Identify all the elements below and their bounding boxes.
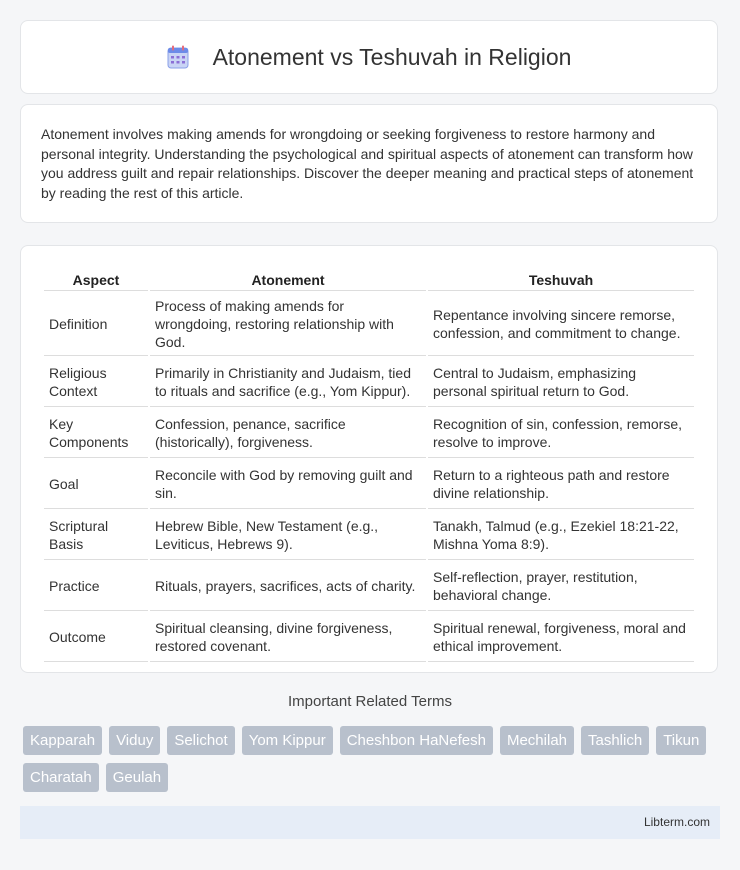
footer-site-link[interactable]: Libterm.com <box>643 815 710 829</box>
row-aspect: Outcome <box>44 613 148 662</box>
row-teshuvah: Return to a righteous path and restore divine relationship. <box>428 460 694 509</box>
term-tag[interactable]: Tashlich <box>581 726 649 755</box>
table-row <box>44 613 694 662</box>
row-aspect: Key Components <box>44 409 148 458</box>
row-atonement: Process of making amends for wrongdoing, restoring relationship with God. <box>150 293 426 356</box>
row-aspect: Scriptural Basis <box>44 511 148 560</box>
header-teshuvah: Teshuvah <box>428 268 694 291</box>
table-row <box>44 358 694 407</box>
table-row <box>44 562 694 611</box>
row-teshuvah: Spiritual renewal, forgiveness, moral and ethical improvement. <box>428 613 694 662</box>
term-tag[interactable]: Geulah <box>106 763 168 792</box>
table-row <box>44 293 694 356</box>
row-teshuvah: Repentance involving sincere remorse, confession, and commitment to change. <box>428 293 694 356</box>
term-tag[interactable]: Tikun <box>656 726 706 755</box>
row-teshuvah: Central to Judaism, emphasizing personal spiritual return to God. <box>428 358 694 407</box>
comparison-table-card <box>20 245 718 673</box>
footer <box>20 806 720 839</box>
term-tag[interactable]: Kapparah <box>23 726 102 755</box>
table-row <box>44 511 694 560</box>
row-aspect: Practice <box>44 562 148 611</box>
row-teshuvah: Self-reflection, prayer, restitution, behavioral change. <box>428 562 694 611</box>
related-terms-title: Important Related Terms <box>288 693 452 710</box>
intro-text: Atonement involves making amends for wrongdoing or seeking forgiveness to restore harmony and personal integrity. Understanding the psychological and spiritual aspects of atonement can transform how you address guilt and repair relationships. Discover the deeper meaning and practical steps of atonement by reading the rest of this article. <box>41 126 694 201</box>
row-atonement: Rituals, prayers, sacrifices, acts of charity. <box>150 562 426 611</box>
comparison-table <box>42 266 696 664</box>
page-title: Atonement vs Teshuvah in Religion <box>212 43 572 70</box>
table-header-row <box>44 268 694 291</box>
row-aspect: Definition <box>44 293 148 356</box>
table-row <box>44 409 694 458</box>
term-tag[interactable]: Selichot <box>167 726 234 755</box>
intro-card <box>20 104 718 223</box>
row-aspect: Goal <box>44 460 148 509</box>
row-teshuvah: Tanakh, Talmud (e.g., Ezekiel 18:21-22, Mishna Yoma 8:9). <box>428 511 694 560</box>
row-atonement: Spiritual cleansing, divine forgiveness, restored covenant. <box>150 613 426 662</box>
row-aspect: Religious Context <box>44 358 148 407</box>
row-atonement: Hebrew Bible, New Testament (e.g., Leviticus, Hebrews 9). <box>150 511 426 560</box>
title-card <box>20 20 718 94</box>
header-atonement: Atonement <box>150 268 426 291</box>
table-row <box>44 460 694 509</box>
term-tag[interactable]: Yom Kippur <box>242 726 333 755</box>
term-tag[interactable]: Charatah <box>23 763 99 792</box>
row-atonement: Reconcile with God by removing guilt and sin. <box>150 460 426 509</box>
term-tag[interactable]: Cheshbon HaNefesh <box>340 726 493 755</box>
term-tag[interactable]: Mechilah <box>500 726 574 755</box>
related-terms-list <box>23 726 723 792</box>
header-aspect: Aspect <box>44 268 148 291</box>
term-tag[interactable]: Viduy <box>109 726 160 755</box>
calendar-icon <box>167 45 189 69</box>
row-atonement: Confession, penance, sacrifice (historically), forgiveness. <box>150 409 426 458</box>
row-teshuvah: Recognition of sin, confession, remorse, resolve to improve. <box>428 409 694 458</box>
row-atonement: Primarily in Christianity and Judaism, tied to rituals and sacrifice (e.g., Yom Kippur). <box>150 358 426 407</box>
